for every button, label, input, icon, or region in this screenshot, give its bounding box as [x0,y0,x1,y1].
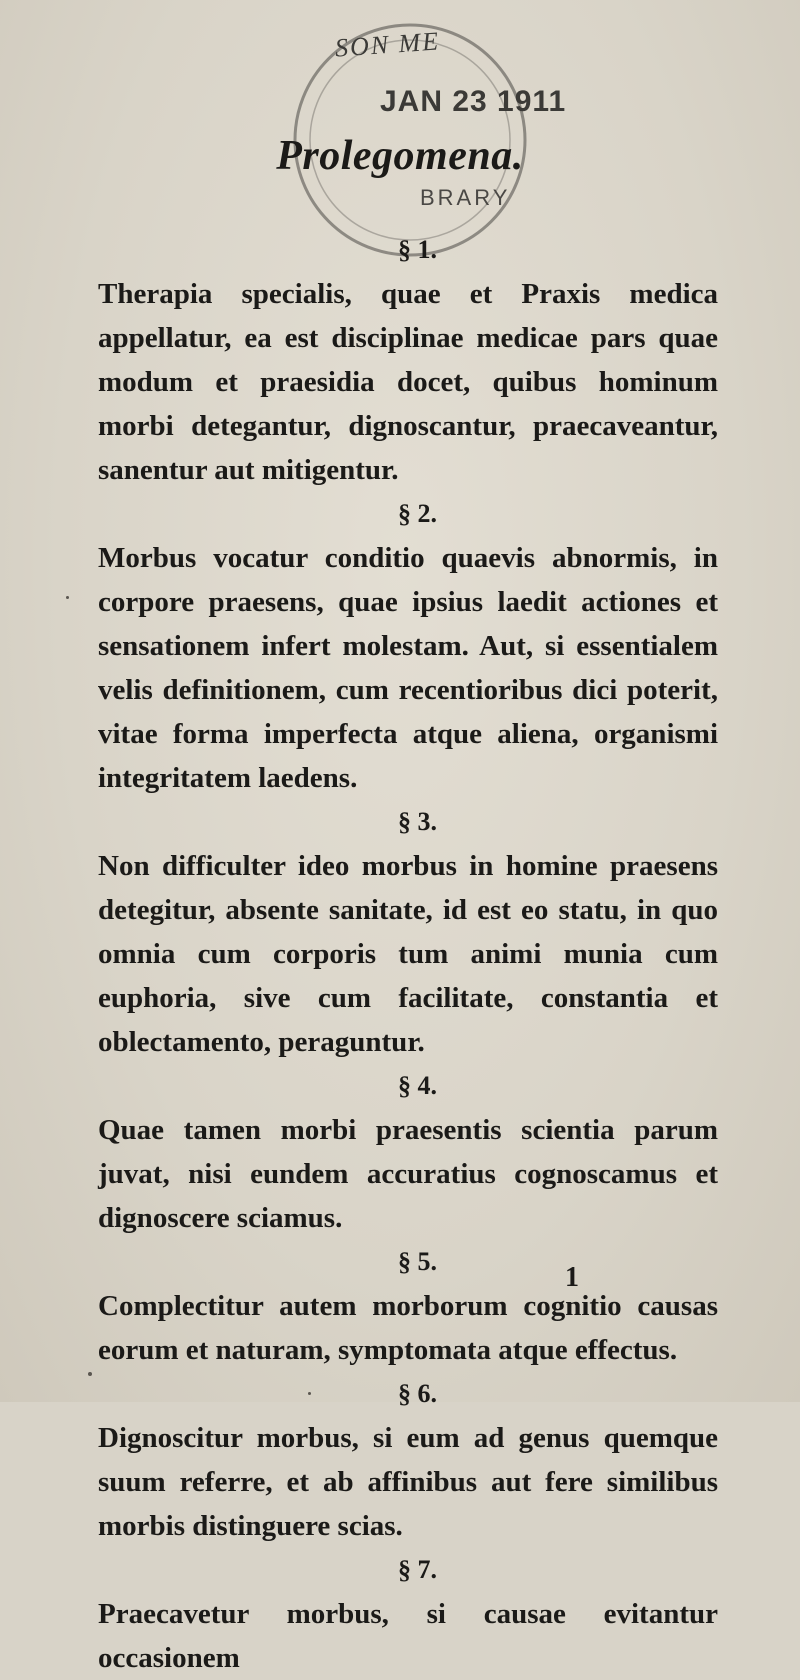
stamp-bottom-text: BRARY [420,185,511,210]
section-mark: § 2. [398,499,437,528]
paper-speck [308,1392,311,1395]
section-mark: § 4. [398,1071,437,1100]
section-paragraph: Complectitur autem morborum cognitio causas eorum et naturam, symptomata atque effectus. [98,1290,718,1366]
section-mark: § 5. [398,1247,437,1276]
section-mark: § 7. [398,1555,437,1584]
page-heading: Prolegomena. [276,133,524,179]
section-6 [98,1372,718,1548]
section-1 [98,228,718,492]
stamp-date: JAN 23 1911 [380,85,567,118]
section-paragraph: Morbus vocatur conditio quaevis abnormis, in corpore praesens, quae ipsius laedit actiones et sensationem infert molestam. Aut, si essentialem velis definitionem, cum recentioribus dici poterit, vitae forma imperfecta atque aliena, organismi integritatem laedens. [98,542,718,794]
stamp-top-text: SON ME [334,26,442,63]
section-mark: § 6. [398,1379,437,1408]
section-5 [98,1240,718,1372]
section-paragraph: Non difficulter ideo morbus in homine praesens detegitur, absente sanitate, id est eo statu, in quo omnia cum corporis tum animi munia cum euphoria, sive cum facilitate, constantia et oblectamento, peraguntur. [98,850,718,1058]
section-paragraph: Quae tamen morbi praesentis scientia parum juvat, nisi eundem accuratius cognoscamus et dignoscere sciamus. [98,1114,718,1234]
section-mark: § 3. [398,807,437,836]
section-7 [98,1548,718,1680]
section-3 [98,800,718,1064]
body-text [98,228,718,1680]
paper-speck [88,1372,92,1376]
page-number: 1 [565,1262,579,1293]
section-mark: § 1. [398,235,437,264]
section-4 [98,1064,718,1240]
paper-speck [66,596,69,599]
section-paragraph: Praecavetur morbus, si causae evitantur occasionem [98,1598,718,1674]
section-2 [98,492,718,800]
section-paragraph: Dignoscitur morbus, si eum ad genus quemque suum referre, et ab affinibus aut fere similibus morbis distinguere scias. [98,1422,718,1542]
section-paragraph: Therapia specialis, quae et Praxis medica appellatur, ea est disciplinae medicae pars quae modum et praesidia docet, quibus hominum morbi detegantur, dignoscantur, praecaveantur, sanentur aut mitigentur. [98,278,718,486]
